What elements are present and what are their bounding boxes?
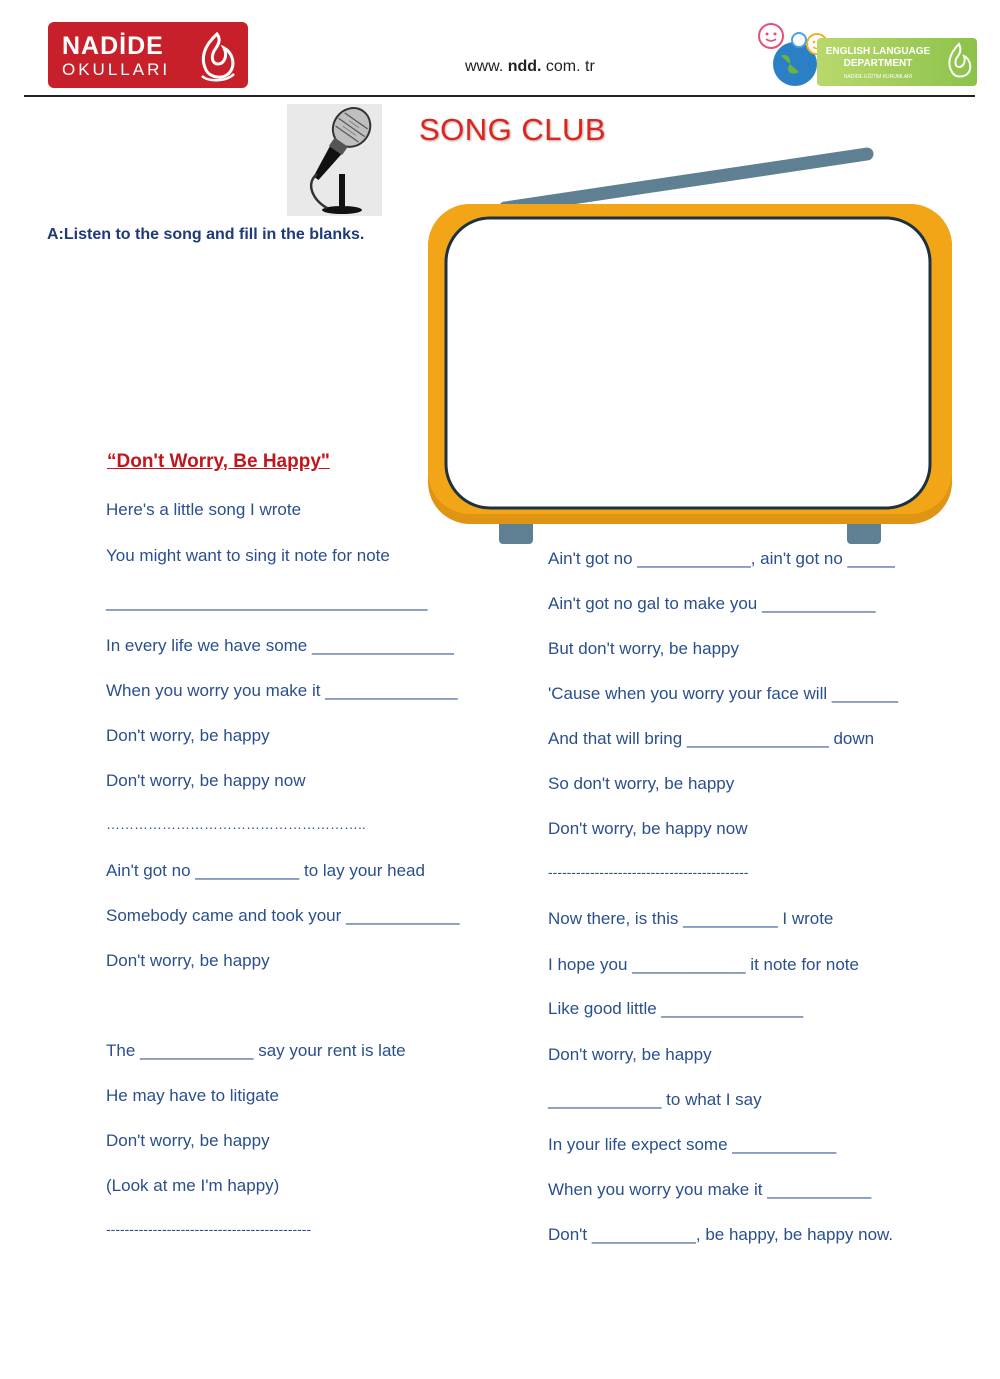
lyric-left-separator: ……………………………………………….. bbox=[106, 816, 366, 832]
flame-logo-icon bbox=[194, 30, 240, 84]
lyric-right-line: Ain't got no gal to make you ____________ bbox=[548, 594, 876, 613]
lyric-right-line: Don't worry, be happy now bbox=[548, 819, 748, 838]
lyric-right-line: So don't worry, be happy bbox=[548, 774, 735, 793]
lyric-right-line: I hope you ____________ it note for note bbox=[548, 955, 859, 974]
radio-screen bbox=[446, 218, 930, 508]
header-divider bbox=[24, 95, 975, 97]
radio-antenna bbox=[505, 154, 867, 208]
lyric-left-line: Ain't got no ___________ to lay your head bbox=[106, 861, 425, 880]
department-line1: ENGLISH LANGUAGE bbox=[825, 46, 931, 57]
lyric-right-line: Ain't got no ____________, ain't got no _____ bbox=[548, 549, 895, 568]
lyric-left-line: The ____________ say your rent is late bbox=[106, 1041, 406, 1060]
logo-sub-text: OKULLARI bbox=[62, 60, 171, 79]
lyric-right-line: Like good little _______________ bbox=[548, 999, 804, 1018]
lyric-left-line: Here's a little song I wrote bbox=[106, 500, 302, 519]
lyric-left-separator: -------------------------------------------- bbox=[106, 1221, 312, 1237]
radio-illustration bbox=[425, 140, 965, 550]
worksheet-title: SONG CLUB bbox=[419, 112, 607, 147]
lyric-right-line: Now there, is this __________ I wrote bbox=[548, 909, 834, 928]
department-banner bbox=[817, 38, 977, 86]
lyric-right-separator: ------------------------------------------- bbox=[548, 864, 749, 880]
flame-mark-icon bbox=[945, 42, 973, 82]
lyric-right-line: And that will bring _______________ down bbox=[548, 729, 875, 748]
school-logo bbox=[48, 22, 248, 88]
lyric-right-line: Don't ___________, be happy, be happy now. bbox=[548, 1225, 894, 1244]
lyric-left-line: Don't worry, be happy now bbox=[106, 771, 306, 790]
lyric-right-line: In your life expect some ___________ bbox=[548, 1135, 837, 1154]
lyric-right-line: Don't worry, be happy bbox=[548, 1045, 712, 1064]
website-prefix: www. bbox=[465, 58, 504, 75]
lyric-left-line: In every life we have some _______________ bbox=[106, 636, 454, 655]
website-url bbox=[465, 58, 595, 76]
lyric-right-line: 'Cause when you worry your face will _______ bbox=[548, 684, 899, 703]
microphone-icon bbox=[287, 104, 382, 216]
lyric-right-line: But don't worry, be happy bbox=[548, 639, 739, 658]
lyric-left-line: Somebody came and took your ____________ bbox=[106, 906, 460, 925]
department-line3: NADİDE EĞİTİM KURUMLARI bbox=[843, 74, 913, 80]
lyric-left-line: (Look at me I'm happy) bbox=[106, 1176, 280, 1195]
lyric-left-line: Don't worry, be happy bbox=[106, 726, 270, 745]
lyric-right-line: When you worry you make it ___________ bbox=[548, 1180, 872, 1199]
lyric-left-line: When you worry you make it ______________ bbox=[106, 681, 458, 700]
department-line2: DEPARTMENT bbox=[843, 58, 913, 69]
lyric-left-line: Don't worry, be happy bbox=[106, 1131, 270, 1150]
lyric-right-line: ____________ to what I say bbox=[548, 1090, 762, 1109]
song-title: “Don't Worry, Be Happy" bbox=[107, 451, 330, 472]
lyric-left-line: He may have to litigate bbox=[106, 1086, 279, 1105]
logo-brand-text: NADİDE bbox=[62, 32, 164, 60]
website-domain: ndd. bbox=[507, 58, 542, 75]
website-suffix: com. tr bbox=[541, 58, 595, 75]
lyric-left-line: You might want to sing it note for note bbox=[106, 546, 390, 565]
lyric-left-line: Don't worry, be happy bbox=[106, 951, 270, 970]
microphone-image bbox=[287, 104, 382, 216]
english-department-logo bbox=[755, 22, 980, 90]
instruction-text: A:Listen to the song and fill in the blanks. bbox=[47, 226, 365, 243]
lyric-left-blank-line: __________________________________ bbox=[106, 592, 428, 611]
